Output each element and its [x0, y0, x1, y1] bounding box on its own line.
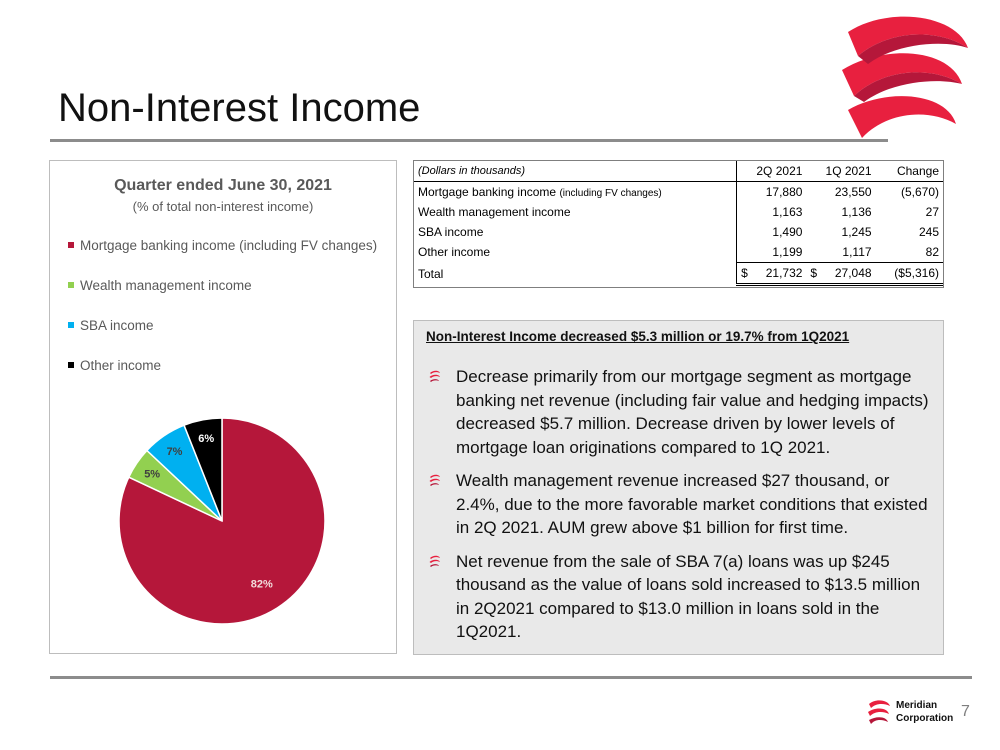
- col-header: (Dollars in thousands): [414, 161, 737, 182]
- divider-top: [50, 139, 888, 142]
- chart-subtitle: (% of total non-interest income): [132, 199, 314, 214]
- commentary-box: [413, 320, 944, 655]
- divider-bottom: [50, 676, 972, 679]
- page-number: 7: [961, 703, 970, 720]
- commentary-heading: Non-Interest Income decreased $5.3 million or 19.7% from 1Q2021: [426, 329, 850, 344]
- cell-1q: 23,550: [834, 185, 872, 199]
- cell-2q: 1,163: [772, 205, 803, 219]
- total-1q-value: 27,048: [834, 266, 872, 280]
- table-row: [414, 202, 943, 222]
- pie-data-label: 6%: [198, 433, 215, 446]
- legend-label: Mortgage banking income (including FV changes): [80, 237, 378, 253]
- bullet-text: Net revenue from the sale of SBA 7(a) loans was up $245 thousand as the value of loans sold increased to $13.5 million in 2Q2021 compared to $13.0 million in loans sold in the 1Q2021.: [456, 551, 921, 641]
- pie-data-label: 5%: [144, 468, 161, 481]
- total-label: Total: [414, 263, 737, 285]
- cell-change: 82: [876, 242, 943, 263]
- commentary-bullets: [424, 365, 936, 654]
- table-row: [414, 222, 943, 242]
- company-name-line1: Meridian: [896, 700, 938, 711]
- total-change: ($5,316): [876, 263, 943, 285]
- cell-change: (5,670): [900, 185, 939, 199]
- currency-symbol: $: [741, 266, 748, 280]
- swirl-bullet-icon: [424, 550, 446, 568]
- row-label: [414, 182, 737, 203]
- bullet-item: [424, 469, 936, 540]
- cell-1q: 1,245: [841, 225, 872, 239]
- total-2q: [737, 263, 807, 285]
- col-header: Change: [876, 161, 943, 182]
- total-1q: [806, 263, 875, 285]
- cell-change: 245: [918, 225, 939, 239]
- legend-label: Other income: [80, 357, 162, 373]
- swirl-bullet-icon: [424, 469, 446, 487]
- bullet-text: Decrease primarily from our mortgage segment as mortgage banking net revenue (including fair value and hedging impacts) decreased $5.7 million. Decrease driven by lower levels of mortgage loan originations compared to 1Q 2021.: [456, 367, 929, 457]
- page-title: Non-Interest Income: [58, 86, 421, 130]
- table-row: [414, 242, 943, 263]
- row-label-text: Mortgage banking income: [418, 185, 557, 199]
- pie-data-label: 7%: [166, 446, 183, 459]
- swirl-bullet-icon: [424, 365, 446, 383]
- currency-symbol: $: [810, 266, 818, 280]
- row-label-note: (including FV changes): [559, 188, 662, 199]
- pie-data-label: 82%: [250, 578, 273, 591]
- total-2q-value: 21,732: [765, 266, 803, 280]
- row-label: Other income: [414, 242, 737, 263]
- row-label: Wealth management income: [414, 202, 737, 222]
- income-table: [413, 160, 944, 288]
- pie-chart: [50, 161, 396, 653]
- company-name-line2: Corporation: [896, 713, 954, 724]
- bullet-item: [424, 550, 936, 644]
- cell-1q: 1,117: [806, 242, 875, 263]
- meridian-logo-icon: [828, 4, 978, 154]
- table-total-row: [414, 263, 943, 285]
- bullet-item: [424, 365, 936, 459]
- row-label: SBA income: [414, 222, 737, 242]
- cell-change: 27: [925, 205, 939, 219]
- pie-chart-panel: [49, 160, 397, 654]
- col-header: 2Q 2021: [737, 161, 807, 182]
- legend-label: SBA income: [80, 317, 154, 333]
- bullet-text: Wealth management revenue increased $27 thousand, or 2.4%, due to the more favorable market conditions that existed in 2Q 2021. AUM grew above $1 billion for first time.: [456, 471, 928, 537]
- legend-label: Wealth management income: [80, 277, 252, 293]
- cell-2q: 17,880: [765, 185, 803, 199]
- cell-2q: 1,199: [737, 242, 807, 263]
- cell-1q: 1,136: [841, 205, 872, 219]
- col-header: 1Q 2021: [806, 161, 875, 182]
- meridian-footer-logo-icon: [866, 698, 892, 726]
- table-header-row: [414, 161, 943, 182]
- company-name: [896, 699, 953, 725]
- cell-2q: 1,490: [772, 225, 803, 239]
- table-row: [414, 182, 943, 203]
- chart-title: Quarter ended June 30, 2021: [114, 177, 332, 194]
